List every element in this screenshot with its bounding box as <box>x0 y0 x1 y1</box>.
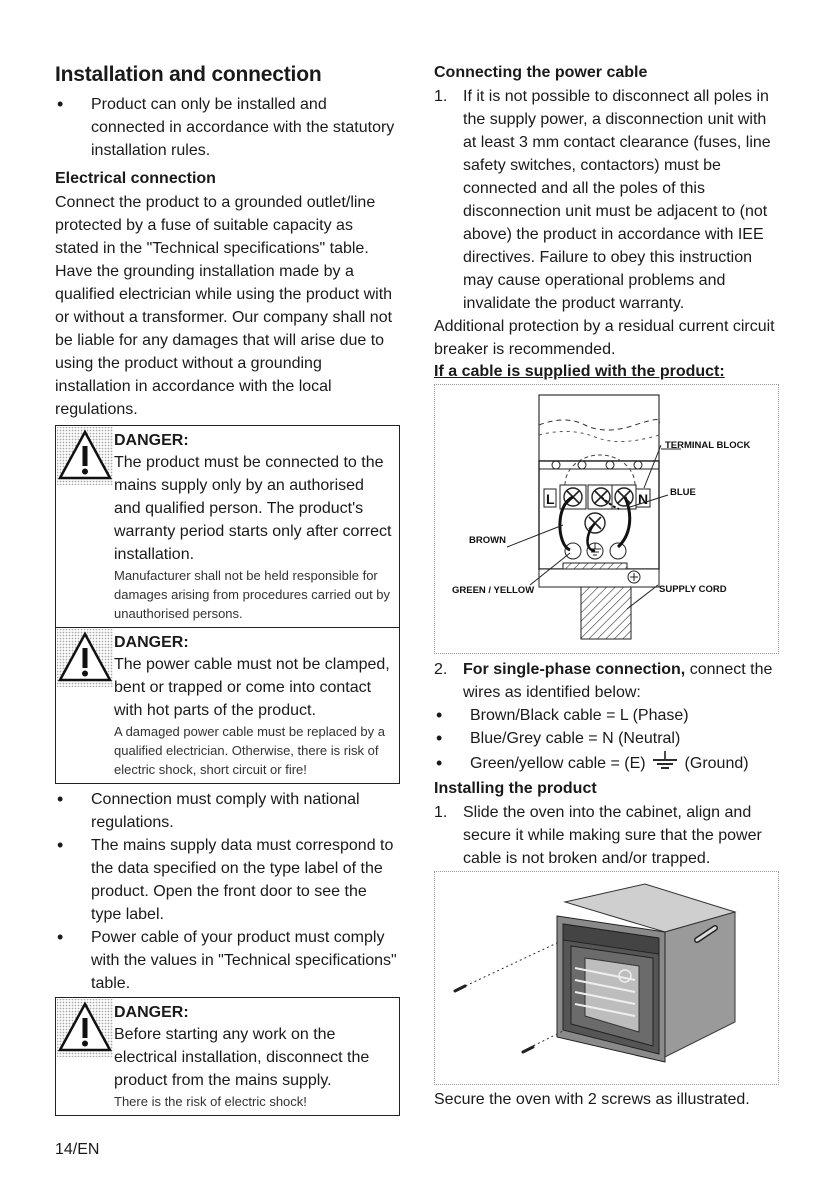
cable-steps <box>434 85 779 315</box>
intro-bullet: • Product can only be installed and connected in accordance with the statutory installation rules. <box>55 93 400 162</box>
step-number: 1. <box>434 88 448 105</box>
danger-2-title: DANGER: <box>114 634 189 651</box>
install-heading: Installing the product <box>434 780 597 797</box>
oven-cabinet-drawing <box>435 872 778 1084</box>
oven-caption: Secure the oven with 2 screws as illustrated. <box>434 1091 750 1108</box>
step-number: 1. <box>434 804 448 821</box>
green-yellow-label: GREEN / YELLOW <box>452 585 535 596</box>
right-column <box>434 62 779 1111</box>
terminal-l-label: L <box>546 491 555 507</box>
danger-1-body: The product must be connected to the mains supply only by an authorised and qualified person. The product's warranty period starts only after correct installation. <box>114 454 392 563</box>
step-text: Slide the oven into the cabinet, align and secure it while making sure that the power cable is not broken and/or trapped. <box>463 804 762 867</box>
page-number: 14/EN <box>55 1141 100 1158</box>
cable-heading: Connecting the power cable <box>434 64 648 81</box>
danger-3-title: DANGER: <box>114 1004 189 1021</box>
danger-1-note: Manufacturer shall not be held responsible for damages arising from procedures carried out by unauthorised persons. <box>114 568 391 621</box>
step-number: 2. <box>434 661 448 678</box>
brown-label: BROWN <box>469 535 506 546</box>
danger-3-note: There is the risk of electric shock! <box>114 1094 307 1109</box>
terminal-block-illustration <box>435 385 778 653</box>
danger-2-body: The power cable must not be clamped, bent or trapped or come into contact with hot parts of the product. <box>114 656 390 719</box>
install-step-1 <box>434 801 779 870</box>
wire-item: • Blue/Grey cable = N (Neutral) <box>434 727 779 750</box>
install-steps <box>434 801 779 870</box>
supplied-cable-heading: If a cable is supplied with the product: <box>434 363 725 380</box>
wire-item-ground <box>434 750 779 777</box>
danger-box-3 <box>55 997 400 1116</box>
electrical-heading: Electrical connection <box>55 170 216 187</box>
blue-label: BLUE <box>670 487 696 498</box>
danger-box-1 <box>55 425 400 628</box>
ground-symbol-icon <box>650 750 680 772</box>
connection-bullets <box>55 788 400 995</box>
bullet-item: • Power cable of your product must comply with the values in "Technical specifications" table. <box>55 926 400 995</box>
cable-step-1 <box>434 85 779 315</box>
bullet-item: • Connection must comply with national regulations. <box>55 788 400 834</box>
section-title: Installation and connection <box>55 63 322 86</box>
connection-step-2 <box>434 658 779 704</box>
step-text: connect the wires as identified below: <box>463 661 773 701</box>
intro-list <box>55 93 400 162</box>
warning-triangle-icon <box>56 998 114 1058</box>
wire-item: • Brown/Black cable = L (Phase) <box>434 704 779 727</box>
rcd-text: Additional protection by a residual current circuit breaker is recommended. <box>434 318 775 358</box>
step-text: If it is not possible to disconnect all poles in the supply power, a disconnection unit with at least 3 mm contact clearance (fuses, line safety switches, contactors) must be connected and all the poles of this disconnection unit must be adjacent to (not above) the product in accordance with IEE directives. Failure to obey this instruction may cause operational problems and invalidate the product warranty. <box>463 88 771 312</box>
wiring-diagram <box>434 384 779 654</box>
terminal-block-label: TERMINAL BLOCK <box>665 440 751 451</box>
wire-list <box>434 704 779 777</box>
electrical-paragraph: Connect the product to a grounded outlet/line protected by a fuse of suitable capacity as stated in the "Technical specifications" table. Have the grounding installation made by a qualified electrician while using the product with or without a transformer. Our company shall not be liable for any damages that will arise due to using the product without a grounding installation in accordance with the local regulations. <box>55 194 393 418</box>
warning-triangle-icon <box>56 628 114 688</box>
danger-2-note: A damaged power cable must be replaced by a qualified electrician. Otherwise, there is risk of electric shock, short circuit or fire! <box>114 724 386 777</box>
danger-1-title: DANGER: <box>114 432 189 449</box>
ground-prefix: Green/yellow cable = (E) <box>470 755 646 772</box>
left-column <box>55 62 400 1120</box>
step-bold-text: For single-phase connection, <box>463 661 686 678</box>
connection-steps <box>434 658 779 704</box>
bullet-item: • The mains supply data must correspond to the data specified on the type label of the product. Open the front door to see the type label. <box>55 834 400 926</box>
ground-suffix: (Ground) <box>684 755 749 772</box>
danger-box-2 <box>55 627 400 784</box>
warning-triangle-icon <box>56 426 114 486</box>
danger-3-body: Before starting any work on the electrical installation, disconnect the product from the mains supply. <box>114 1026 370 1089</box>
supply-cord-label: SUPPLY CORD <box>659 584 727 595</box>
terminal-n-label: N <box>638 491 649 507</box>
oven-illustration <box>434 871 779 1085</box>
